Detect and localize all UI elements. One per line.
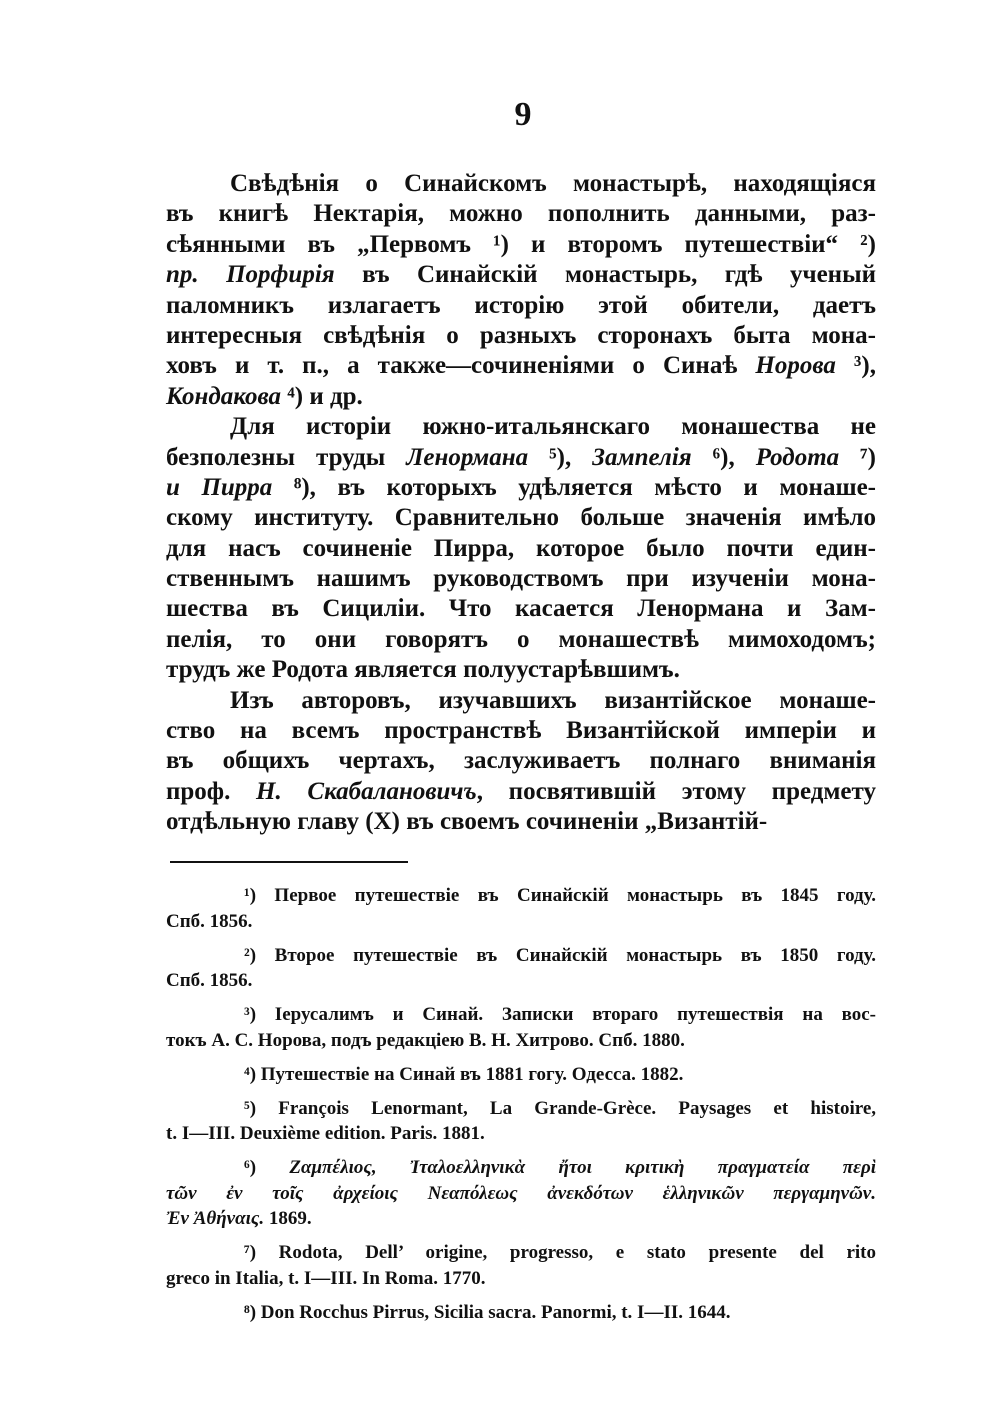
text-segment: ¹) Первое путешествіе въ Синайскій монастырь въ 1845 году.	[244, 885, 876, 906]
text-segment: безполезны труды	[166, 443, 407, 471]
text-line	[166, 564, 876, 594]
text-segment: ⁸), въ которыхъ удѣляется мѣсто и монаше-	[272, 473, 876, 501]
page-number: 9	[514, 96, 532, 133]
footnote-divider	[170, 861, 408, 863]
footnote	[166, 1002, 876, 1053]
text-line	[166, 291, 876, 321]
text-line	[166, 260, 876, 290]
main-text	[166, 169, 876, 838]
text-segment: Спб. 1856.	[166, 910, 253, 932]
text-segment: трудъ же Родота является полуустарѣвшимъ.	[166, 656, 680, 684]
footnote	[166, 1096, 876, 1147]
text-line	[166, 1028, 876, 1054]
text-line	[166, 473, 876, 503]
text-segment: Спб. 1856.	[166, 970, 253, 991]
text-line	[166, 655, 876, 685]
italic-text: Ζαμπέλιος, Ἰταλοελληνικὰ ἤτοι κριτικὴ πραγματεία περὶ	[289, 1157, 877, 1178]
italic-text: пр. Порфирія	[166, 261, 335, 289]
text-segment: токъ А. С. Норова, подъ редакціею В. Н. Хитрово. Спб. 1880.	[166, 1029, 685, 1051]
footnotes	[166, 883, 876, 1334]
text-segment: ⁵),	[528, 443, 593, 471]
text-line	[166, 169, 876, 199]
text-segment: ственнымъ нашимъ руководствомъ при изученіи мона-	[166, 565, 876, 593]
italic-text: и Пирра	[166, 473, 273, 501]
footnote	[166, 1300, 876, 1326]
text-segment: Для исторіи южно-итальянскаго монашества не	[230, 413, 876, 441]
text-segment: шества въ Сициліи. Что касается Ленормана и Зам-	[166, 595, 876, 623]
footnote	[166, 1155, 876, 1232]
text-line	[166, 746, 876, 776]
text-segment: паломникъ излагаетъ исторію этой обители, даетъ	[166, 291, 876, 319]
paragraph	[166, 412, 876, 686]
text-segment: ⁸) Don Rocchus Pirrus, Sicilia sacra. Panormi, t. I—II. 1644.	[244, 1301, 731, 1323]
text-line	[166, 199, 876, 229]
text-segment: t. I—III. Deuxième edition. Paris. 1881.	[166, 1123, 485, 1144]
text-segment: ⁶),	[691, 443, 756, 471]
text-segment: отдѣльную главу (X) въ своемъ сочиненіи „Византій-	[166, 808, 768, 836]
text-segment: ство на всемъ пространствѣ Византійской имперіи и	[166, 717, 876, 745]
text-segment: сѣянными въ „Первомъ ¹) и второмъ путешествіи“ ²)	[166, 230, 876, 258]
text-line	[166, 909, 876, 935]
text-segment: ⁷)	[839, 443, 876, 471]
text-line	[166, 686, 876, 716]
text-line	[166, 1206, 876, 1232]
text-line	[166, 594, 876, 624]
text-line	[166, 1300, 876, 1326]
text-line	[166, 351, 876, 381]
italic-text: Родота	[755, 443, 840, 471]
text-line	[166, 716, 876, 746]
text-line	[166, 1181, 876, 1207]
text-line	[166, 412, 876, 442]
footnote	[166, 1062, 876, 1088]
text-line	[166, 321, 876, 351]
text-segment: ³),	[835, 352, 876, 380]
text-segment: ³) Іерусалимъ и Синай. Записки втораго путешествія на вос-	[244, 1004, 876, 1025]
paragraph	[166, 686, 876, 838]
text-segment: greco in Italia, t. I—III. In Roma. 1770.	[166, 1267, 486, 1289]
footnote	[166, 883, 876, 934]
text-segment: , посвятившій этому предмету	[476, 777, 876, 805]
text-line	[166, 1121, 876, 1147]
text-line	[166, 1240, 876, 1266]
italic-text: Н. Скабалановичъ	[256, 777, 477, 805]
text-line	[166, 1062, 876, 1088]
text-line	[166, 534, 876, 564]
footnote	[166, 943, 876, 994]
italic-text: Кондакова	[166, 382, 282, 410]
text-segment: проф.	[166, 777, 257, 805]
text-segment: ⁷) Rodota, Dell’ origine, progresso, e stato presente del rito	[244, 1242, 876, 1263]
italic-text: Зампелія	[592, 443, 692, 471]
paragraph	[166, 169, 876, 412]
text-segment: 1869.	[264, 1208, 312, 1229]
text-line	[166, 1266, 876, 1292]
italic-text: Ἐν Ἀθήναις.	[166, 1208, 265, 1229]
italic-text: Ленормана	[406, 443, 529, 471]
text-segment: ⁴) Путешествіе на Синай въ 1881 гогу. Одесса. 1882.	[244, 1063, 684, 1085]
text-segment: ⁴) и др.	[281, 382, 363, 410]
text-line	[166, 943, 876, 969]
italic-text: τῶν ἐν τοῖς ἀρχείοις Νεαπόλεως ἀνεκδότων ἑλληνικῶν περγαμηνῶν.	[166, 1182, 876, 1204]
text-line	[166, 1155, 876, 1181]
text-line	[166, 1002, 876, 1028]
text-segment: Изъ авторовъ, изучавшихъ византійское монаше-	[230, 686, 876, 714]
text-line	[166, 625, 876, 655]
text-line	[166, 807, 876, 837]
text-segment: въ Синайскій монастырь, гдѣ ученый	[334, 261, 876, 289]
text-segment: ²) Второе путешествіе въ Синайскій монастырь въ 1850 году.	[244, 944, 876, 966]
text-line	[166, 382, 876, 412]
text-segment: Свѣдѣнія о Синайскомъ монастырѣ, находящіяся	[230, 170, 876, 197]
text-segment: для насъ сочиненіе Пирра, которое было почти един-	[166, 534, 876, 562]
text-segment: въ общихъ чертахъ, заслуживаетъ полнаго вниманія	[166, 747, 876, 775]
text-segment: ⁵) François Lenormant, La Grande-Grèce. Paysages et histoire,	[244, 1097, 876, 1119]
text-line	[166, 503, 876, 533]
text-line	[166, 883, 876, 909]
text-line	[166, 1096, 876, 1122]
text-segment: въ книгѣ Нектарія, можно пополнить данными, раз-	[166, 200, 876, 228]
text-segment: интересныя свѣдѣнія о разныхъ сторонахъ быта мона-	[166, 321, 876, 349]
text-segment: пелія, то они говорятъ о монашествѣ мимоходомъ;	[166, 625, 876, 653]
text-segment: скому институту. Сравнительно больше значенія имѣло	[166, 504, 876, 532]
footnote	[166, 1240, 876, 1291]
text-line	[166, 443, 876, 473]
text-segment: ⁶)	[244, 1157, 290, 1178]
text-line	[166, 968, 876, 994]
text-line	[166, 777, 876, 807]
italic-text: Норова	[755, 352, 836, 380]
text-line	[166, 230, 876, 260]
text-segment: ховъ и т. п., а также—сочиненіями о Синаѣ	[166, 352, 756, 380]
